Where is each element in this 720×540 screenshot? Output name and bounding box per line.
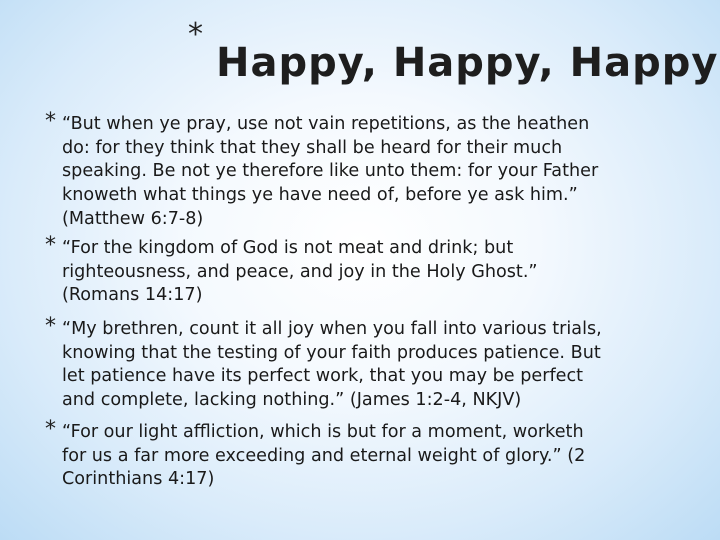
bullet-line: for us a far more exceeding and eternal weight of glory.” (2 (62, 445, 586, 466)
title-bullet-marker: * (188, 17, 203, 52)
bullet-marker: * (45, 417, 56, 442)
bullet-line: let patience have its perfect work, that you may be perfect (62, 366, 584, 387)
bullet-text (62, 318, 712, 413)
bullet-line: Corinthians 4:17) (62, 469, 215, 490)
title-text: Happy, Happy, Happy (216, 40, 719, 86)
bullet-line: “For the kingdom of God is not meat and drink; but (62, 238, 514, 258)
bullet-line: righteousness, and peace, and joy in the Holy Ghost.” (62, 261, 538, 282)
bullet-line: do: for they think that they shall be heard for their much (62, 137, 563, 158)
bullet-marker: * (45, 233, 56, 258)
bullet-line: knoweth what things ye have need of, before ye ask him.” (62, 185, 578, 206)
bullet-line: (Romans 14:17) (62, 285, 203, 306)
bullet-line: “For our light affliction, which is but for a moment, worketh (62, 422, 584, 442)
bullet-line: “But when ye pray, use not vain repetitions, as the heathen (62, 114, 590, 134)
bullet-line: speaking. Be not ye therefore like unto them: for your Father (62, 161, 599, 182)
bullet-text (62, 113, 712, 232)
bullet-line: (Matthew 6:7-8) (62, 208, 204, 229)
bullet-marker: * (45, 109, 56, 134)
bullet-line: and complete, lacking nothing.” (James 1:2-4, NKJV) (62, 390, 522, 411)
bullet-marker: * (45, 314, 56, 339)
bullet-text (62, 421, 712, 492)
bullet-line: knowing that the testing of your faith produces patience. But (62, 342, 601, 363)
bullet-line: “My brethren, count it all joy when you fall into various trials, (62, 319, 602, 339)
bullet-text (62, 237, 712, 308)
